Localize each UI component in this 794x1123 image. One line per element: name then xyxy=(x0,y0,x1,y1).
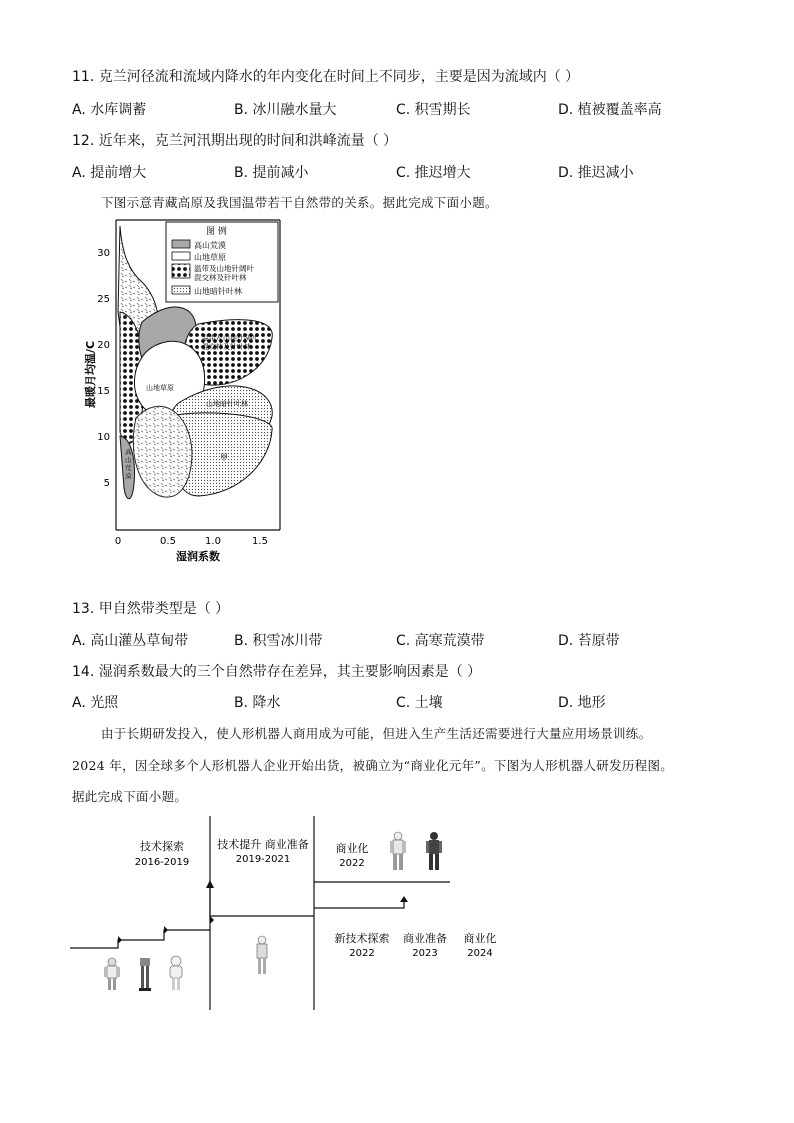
q11-option-a: A. 水库调蓄 xyxy=(72,102,147,118)
x-tick: 0.5 xyxy=(160,536,176,547)
y-tick: 25 xyxy=(97,294,110,305)
intro-paragraph-2-line-3: 据此完成下面小题。 xyxy=(72,789,188,804)
x-tick: 0 xyxy=(114,536,122,547)
label-desert: 荒 xyxy=(125,464,132,472)
q12-option-c: C. 推迟增大 xyxy=(396,165,471,181)
legend-item: 混交林及针叶林 xyxy=(194,273,247,282)
label-dark-conifer: 山地暗针叶林 xyxy=(206,400,248,408)
q11-option-d: D. 植被覆盖率高 xyxy=(558,102,662,118)
q13-option-a: A. 高山灌丛草甸带 xyxy=(72,633,189,649)
label-jia: 甲 xyxy=(220,453,228,462)
q14-option-c: C. 土壤 xyxy=(396,695,443,711)
stage-commercial-2-year: 2024 xyxy=(467,948,493,959)
legend-item: 山地暗针叶林 xyxy=(194,287,242,296)
stage-tech-explore-years: 2016-2019 xyxy=(134,857,190,868)
intro-paragraph-1: 下图示意青藏高原及我国温带若干自然带的关系。据此完成下面小题。 xyxy=(101,195,498,210)
legend-item: 温带及山地针阔叶 xyxy=(194,264,254,273)
y-tick: 10 xyxy=(97,432,110,443)
q14-option-a: A. 光照 xyxy=(72,695,119,711)
label-desert: 漠 xyxy=(125,472,132,480)
stage-commercial-prep: 商业准备 xyxy=(403,932,447,945)
stage-commercial-2: 商业化 xyxy=(463,932,497,945)
x-tick: 1.0 xyxy=(205,536,221,547)
stage-tech-explore: 技术探索 xyxy=(140,840,184,853)
q12-option-b: B. 提前减小 xyxy=(234,165,309,181)
stage-commercial-prep-year: 2023 xyxy=(412,948,438,959)
natural-zone-diagram xyxy=(80,212,290,572)
y-axis-title: 最暖月均温/C xyxy=(84,340,97,408)
stage-commercial: 商业化 xyxy=(335,842,369,855)
stage-tech-upgrade-years: 2019-2021 xyxy=(235,854,291,865)
q11-option-c: C. 积雪期长 xyxy=(396,102,471,118)
q12-option-d: D. 推迟减小 xyxy=(558,165,634,181)
q14-option-b: B. 降水 xyxy=(234,695,281,711)
robot-icon xyxy=(426,832,442,870)
robot-timeline-diagram xyxy=(70,812,510,1012)
robot-icon xyxy=(104,958,120,990)
q11-option-b: B. 冰川融水量大 xyxy=(234,102,337,118)
intro-paragraph-2-line-1: 由于长期研发投入，使人形机器人商用成为可能，但进入生产生活还需要进行大量应用场景训练。 xyxy=(101,726,652,741)
y-tick: 20 xyxy=(97,340,110,351)
legend-title: 图 例 xyxy=(206,227,227,237)
stage-new-tech: 新技术探索 xyxy=(334,932,390,945)
question-13-stem: 13. 甲自然带类型是（ ） xyxy=(72,601,230,617)
label-mixed-2: 混交林及针叶林 xyxy=(202,343,251,351)
question-14-stem: 14. 湿润系数最大的三个自然带存在差异，其主要影响因素是（ ） xyxy=(72,664,482,680)
y-tick: 30 xyxy=(97,248,110,259)
stage-commercial-year: 2022 xyxy=(339,858,365,869)
y-tick: 15 xyxy=(97,386,110,397)
robot-icon xyxy=(139,958,151,991)
question-12-stem: 12. 近年来，克兰河汛期出现的时间和洪峰流量（ ） xyxy=(72,133,398,149)
label-desert: 高 xyxy=(125,448,132,456)
q13-option-b: B. 积雪冰川带 xyxy=(234,633,323,649)
stage-new-tech-year: 2022 xyxy=(349,948,375,959)
label-desert: 山 xyxy=(125,456,132,464)
x-axis-title: 湿润系数 xyxy=(176,550,220,563)
stage-tech-upgrade: 技术提升 商业准备 xyxy=(217,838,309,851)
legend-item: 山地草原 xyxy=(194,253,226,262)
chart-legend xyxy=(166,222,278,302)
q13-option-c: C. 高寒荒漠带 xyxy=(396,633,485,649)
q12-option-a: A. 提前增大 xyxy=(72,165,147,181)
y-tick: 5 xyxy=(103,478,110,489)
label-mixed-1: 温带及山地针阔叶 xyxy=(202,334,258,342)
robot-icon xyxy=(257,936,267,974)
question-11-stem: 11. 克兰河径流和流域内降水的年内变化在时间上不同步，主要是因为流域内（ ） xyxy=(72,69,580,85)
x-tick: 1.5 xyxy=(252,536,268,547)
label-steppe: 山地草原 xyxy=(146,384,174,392)
q14-option-d: D. 地形 xyxy=(558,695,606,711)
q13-option-d: D. 苔原带 xyxy=(558,633,620,649)
legend-item: 高山荒漠 xyxy=(194,241,226,250)
robot-icon xyxy=(170,956,182,990)
robot-icon xyxy=(390,832,406,870)
intro-paragraph-2-line-2: 2024 年，因全球多个人形机器人企业开始出货，被确立为“商业化元年”。下图为人形机器人研发历程图。 xyxy=(72,758,674,773)
